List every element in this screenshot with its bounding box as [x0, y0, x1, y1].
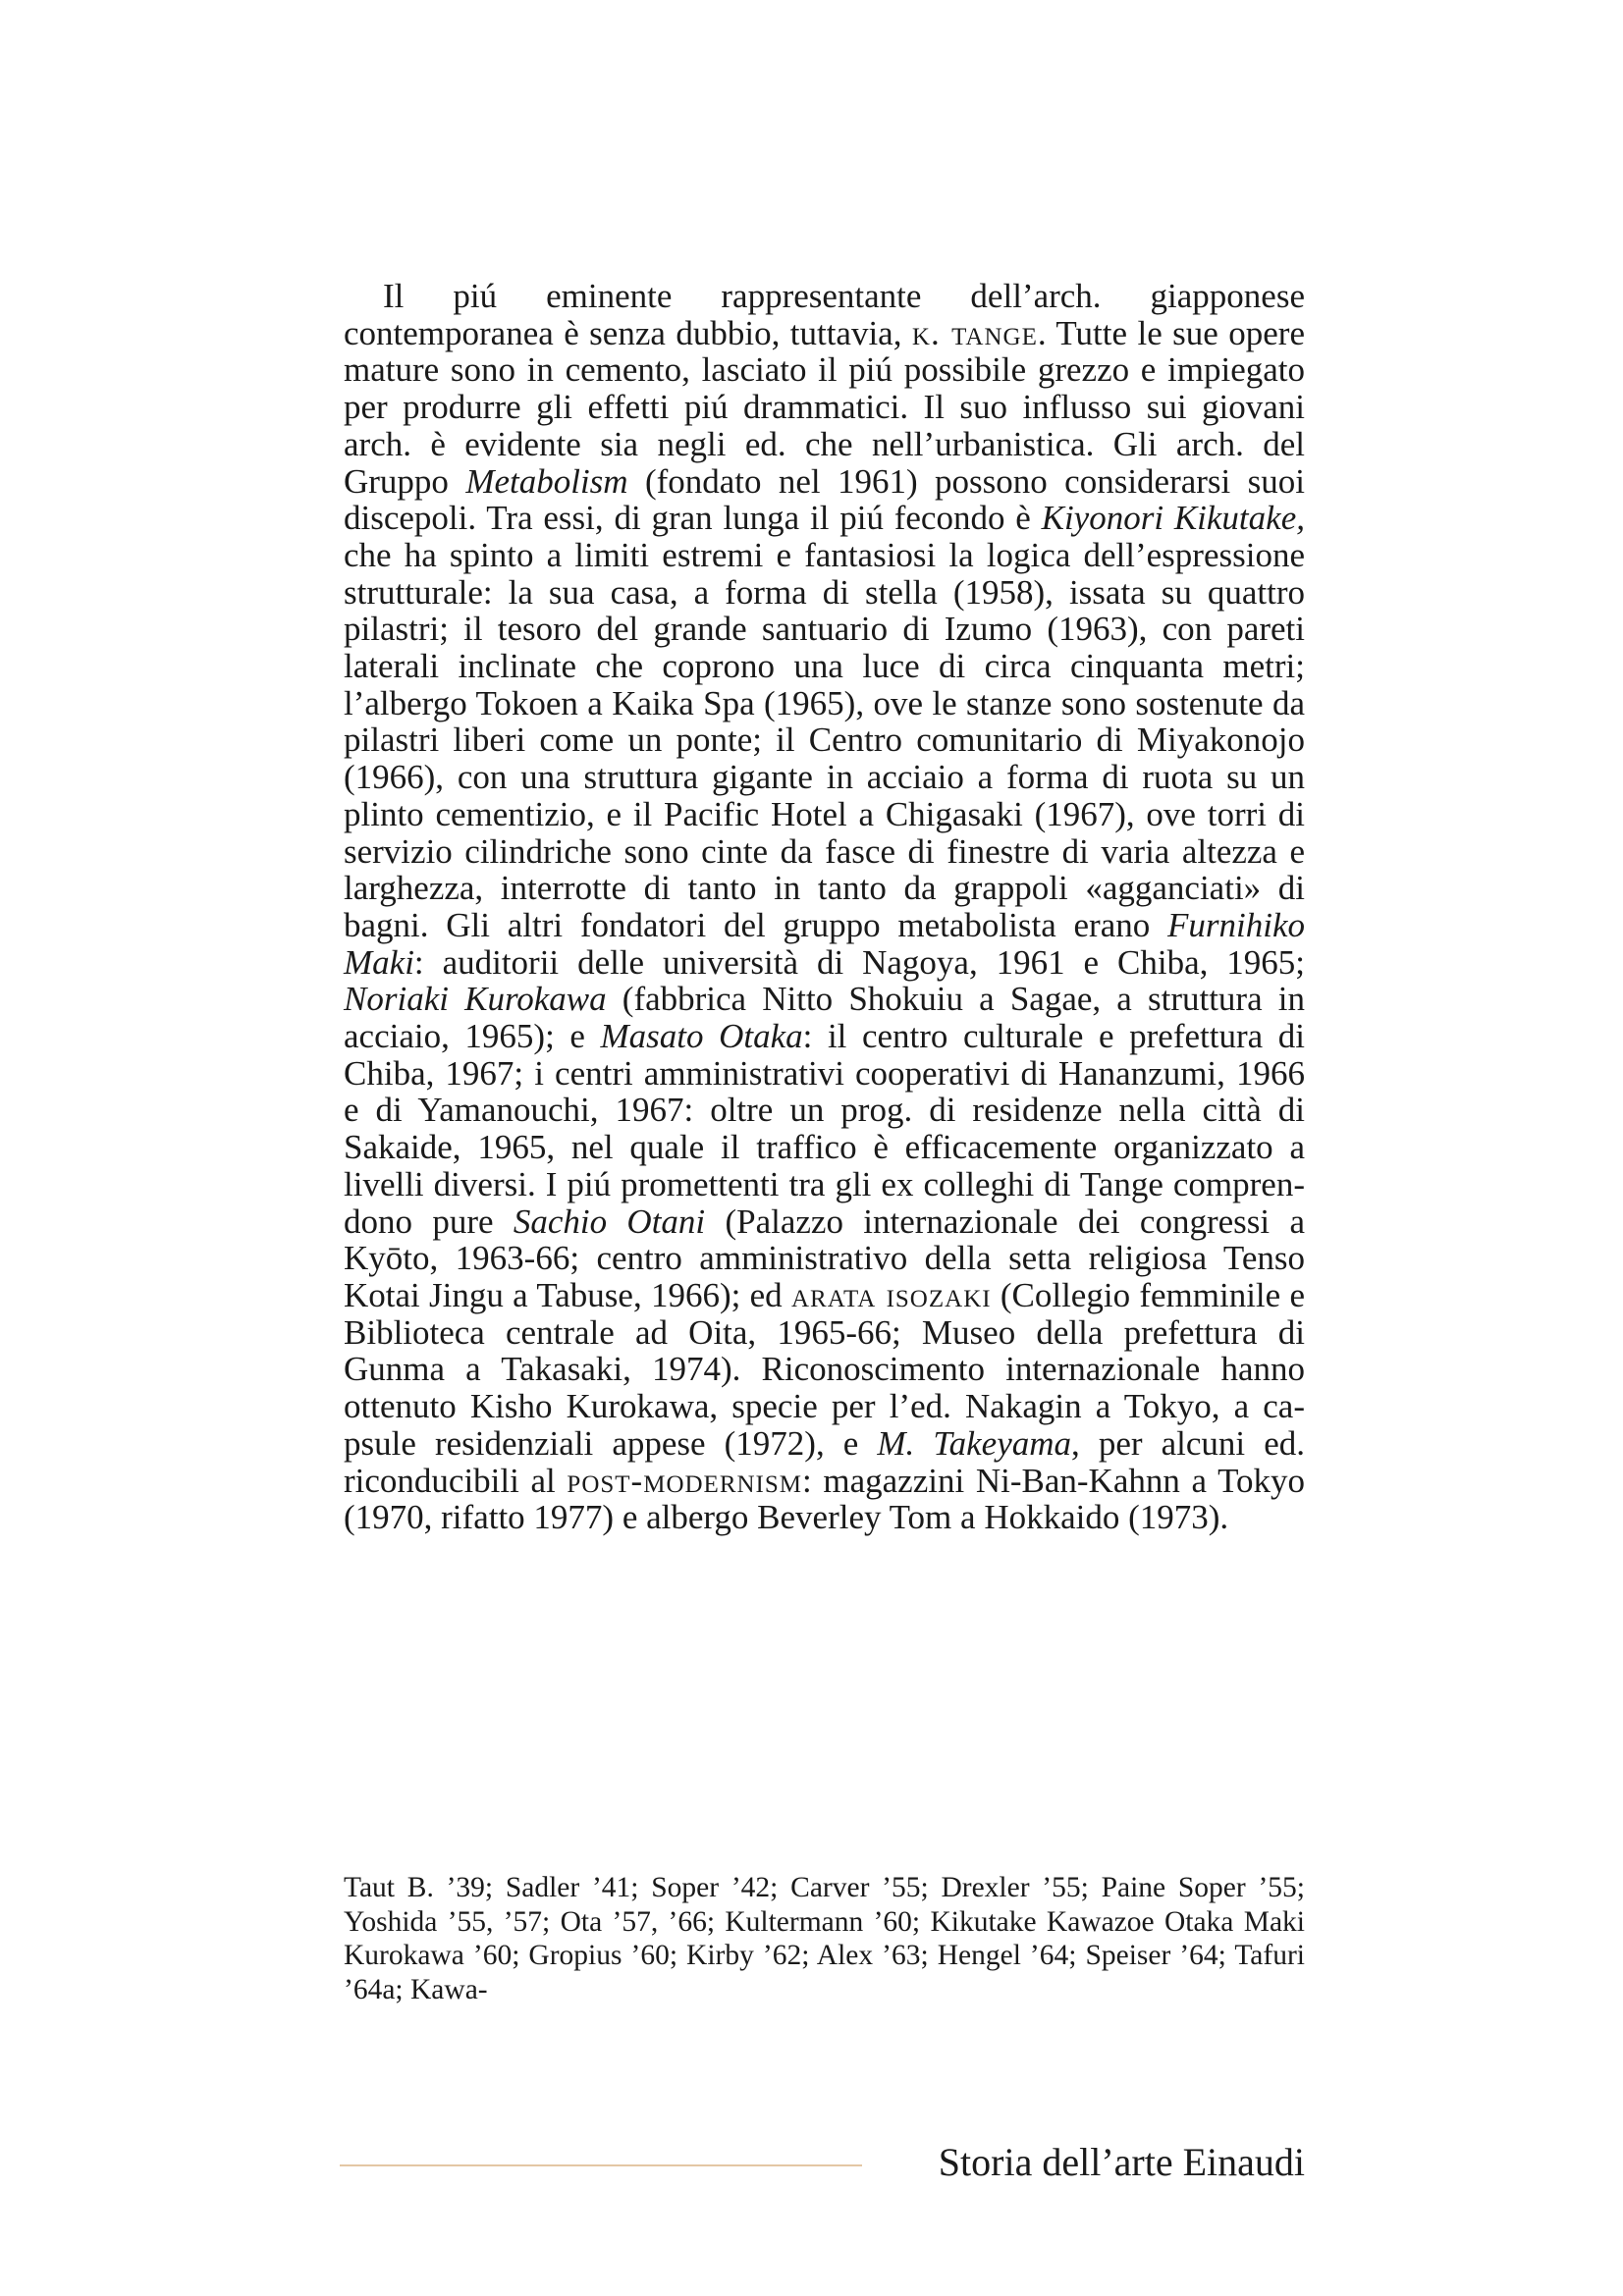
name-italic: Metabolism	[465, 461, 628, 501]
bibliography-text: Taut B. ’39; Sadler ’41; Soper ’42; Carver ’55; Drexler ’55; Paine Soper ’55; Yoshida ’55, ’57; Ota ’57, ’66; Kultermann ’60; Kikutake Kawazoe Otaka Maki Kurokawa ’60; Gropius ’60; Kirby ’62; Alex ’63; Hengel ’64; Speiser ’64; Tafuri ’64a; Kawa-	[344, 1872, 1305, 2005]
text-run: (Collegio femminile e Biblioteca centrale ad Oita, 1965-66; Museo della prefettura di Gunma a Takasaki, 1974). Riconoscimento internazionale hanno ottenuto Kisho Kurokawa, specie per l’ed. Nakagin a Tokyo, a capsule residenziali appese (1972), e	[344, 1275, 1305, 1463]
text-run: (fondato nel 1961) possono considerarsi suoi discepoli. Tra essi, di gran lunga il piú fecondo è	[344, 461, 1305, 538]
term-smallcaps: post-modernism	[567, 1461, 803, 1500]
name-smallcaps: k. tange	[911, 313, 1038, 352]
bibliography	[344, 1871, 1305, 2006]
text-run: . Tutte le sue opere mature sono in cemento, lasciato il piú possibile grezzo e impiegato per produrre gli effetti piú drammatici. Il suo influsso sui giovani arch. è evidente sia negli ed. che nell’urbanistica. Gli arch. del Gruppo	[344, 313, 1305, 501]
name-italic: M. Takeyama	[877, 1423, 1072, 1463]
text-run: (Palazzo internazionale dei congressi a Kyōto, 1963-66; centro amministrativo della setta religiosa Tenso Kotai Jingu a Tabuse, 1966); ed	[344, 1201, 1305, 1314]
text-run: : magazzini Ni-Ban-Kahnn a Tokyo (1970, rifatto 1977) e albergo Beverley Tom a Hokkaido (1973).	[344, 1461, 1306, 1537]
text-run: : auditorii delle università di Nagoya, 1961 e Chiba, 1965;	[413, 942, 1305, 982]
name-italic: Kiyonori Kikutake,	[1041, 499, 1305, 538]
text-run: : il centro culturale e prefettura di Chiba, 1967; i centri amministrativi cooperativi di Hananzumi, 1966 e di Yamanouchi, 1967: oltre un prog. di residenze nella città di Sakaide, 1965, nel quale il traffico è efficacemente organizzato a livelli diversi. I piú promettenti tra gli ex colleghi di Tange comprendono pure	[344, 1017, 1305, 1241]
footer-title: Storia dell’arte Einaudi	[938, 2140, 1305, 2184]
name-italic: Noriaki Kurokawa	[344, 980, 607, 1019]
main-paragraph	[344, 278, 1305, 1536]
text-run: , per alcuni ed. riconducibili al	[344, 1423, 1306, 1500]
body-paragraph	[344, 278, 1305, 1536]
text-run: Il piú eminente rappresentante dell’arch. giapponese contemporanea è senza dubbio, tuttavia,	[344, 277, 1305, 352]
name-italic: Sachio Otani	[513, 1201, 706, 1241]
footer-divider	[340, 2164, 862, 2166]
text-run: (fabbrica Nitto Shokuiu a Sagae, a struttura in acciaio, 1965); e	[344, 980, 1305, 1056]
name-smallcaps: arata isozaki	[790, 1275, 992, 1314]
name-italic: Furnihiko Maki	[344, 905, 1305, 982]
text-run: che ha spinto a limiti estremi e fantasiosi la logica dell’espressione strutturale: la sua casa, a forma di stella (1958), issata su quattro pilastri; il tesoro del grande santuario di Izumo (1963), con pareti laterali inclinate che coprono una luce di circa cinquanta metri; l’albergo Tokoen a Kaika Spa (1965), ove le stanze sono sostenute da pilastri liberi come un ponte; il Centro comunitario di Miyakonojo (1966), con una struttura gigante in acciaio a forma di ruota su un plinto cementizio, e il Pacific Hotel a Chigasaki (1967), ove torri di servizio cilindriche sono cinte da fasce di finestre di varia altezza e larghezza, interrotte di tanto in tanto da grappoli «agganciati» di bagni. Gli altri fondatori del gruppo metabolista erano	[344, 535, 1305, 944]
name-italic: Masato Otaka	[600, 1017, 803, 1056]
